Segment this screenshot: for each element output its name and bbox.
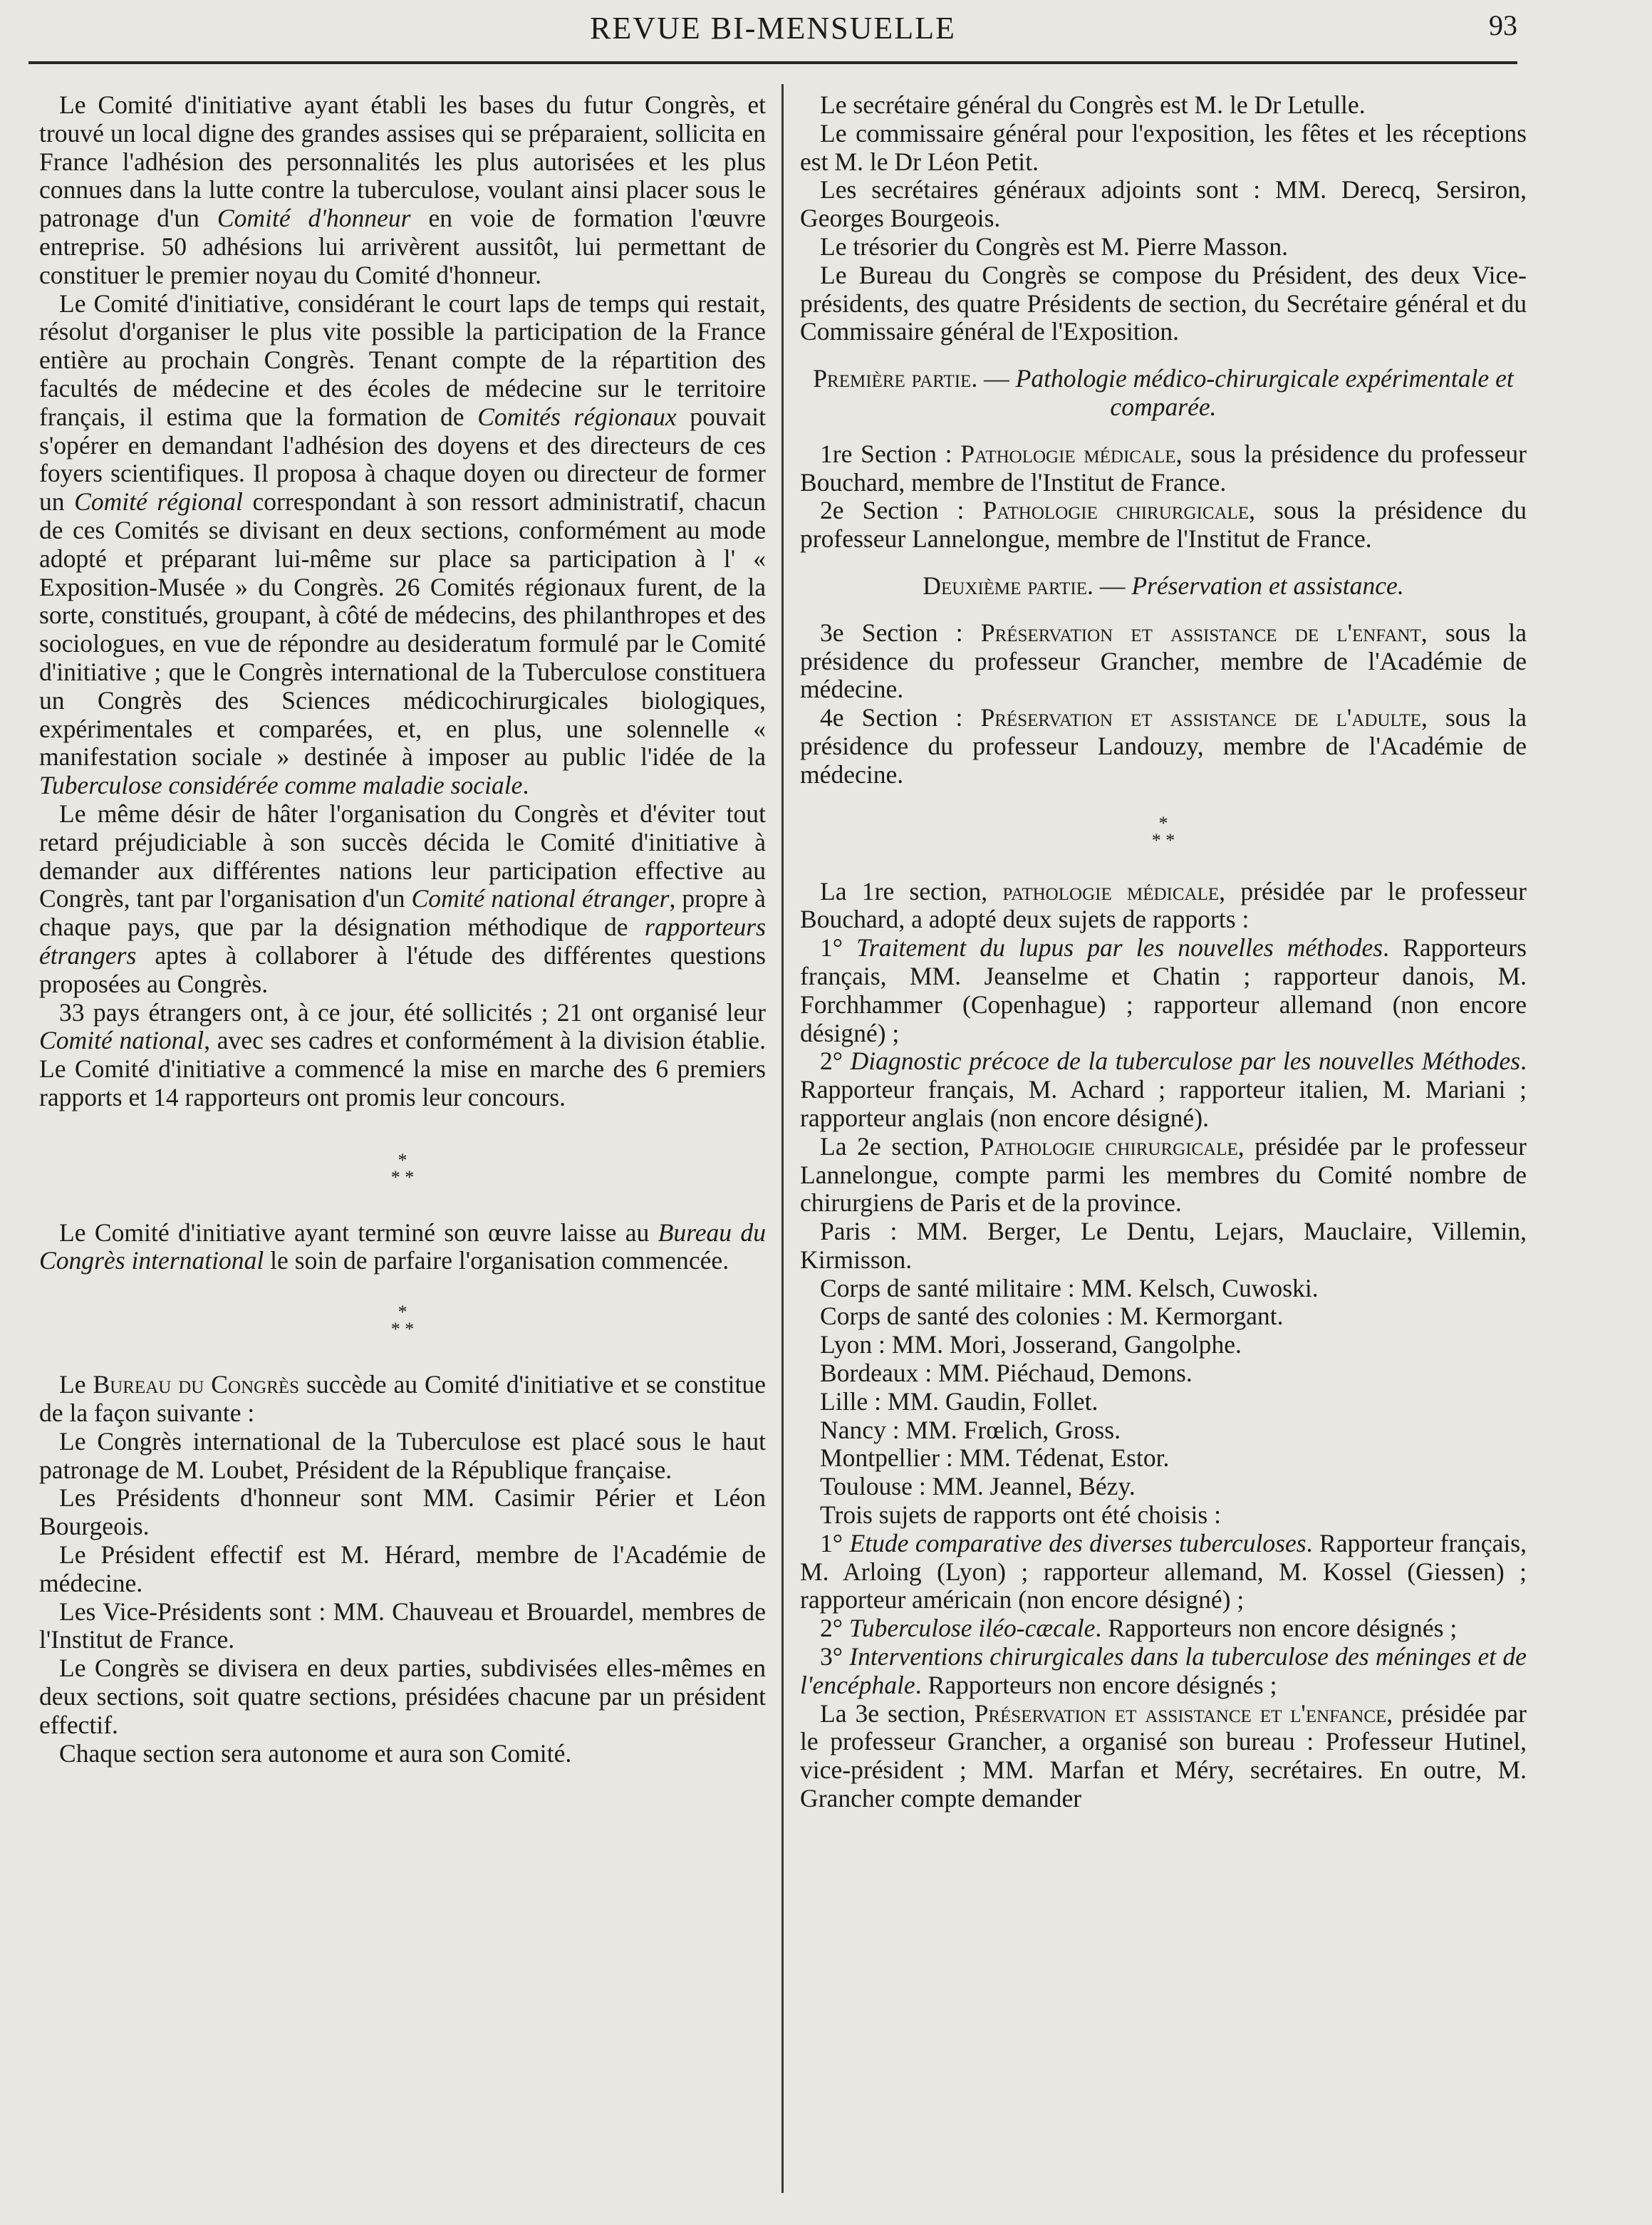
paragraph: 3° Interventions chirurgicales dans la tuberculose des méninges et de l'encéphale. Rapporteurs non encore désignés ;: [800, 1642, 1527, 1699]
journal-title: REVUE BI-MENSUELLE: [590, 11, 956, 46]
part-heading: Deuxième partie. — Préservation et assistance.: [923, 571, 1404, 600]
paragraph: 2° Tuberculose iléo-cæcale. Rapporteurs non encore désignés ;: [820, 1614, 1458, 1643]
paragraph: Le même désir de hâter l'organisation du Congrès et d'éviter tout retard préjudiciable à son succès décida le Comité d'initiative à demander aux différentes nations leur participation effective au Congrès, tant par l'organisation d'un Comité national étranger, propre à chaque pays, que par la désignation méthodique de rapporteurs étrangers aptes à collaborer à l'étude des différentes questions proposées au Congrès.: [39, 799, 766, 998]
paragraph: 1re Section : Pathologie médicale, sous la présidence du professeur Bouchard, membre de l'Institut de France.: [800, 439, 1527, 497]
paragraph: Le Bureau du Congrès succède au Comité d'initiative et se constitue de la façon suivante :: [39, 1370, 766, 1428]
right-column: [800, 91, 1527, 1813]
paragraph: Corps de santé des colonies : M. Kermorgant.: [820, 1302, 1284, 1331]
spacer: [800, 422, 1527, 440]
paragraph: Montpellier : MM. Tédenat, Estor.: [820, 1443, 1170, 1473]
paragraph: Trois sujets de rapports ont été choisis :: [820, 1500, 1221, 1530]
paragraph: Toulouse : MM. Jeannel, Bézy.: [820, 1472, 1136, 1501]
paragraph: Les Présidents d'honneur sont MM. Casimir Périer et Léon Bourgeois.: [39, 1483, 766, 1541]
spacer: [800, 346, 1527, 365]
paragraph: 1° Traitement du lupus par les nouvelles méthodes. Rapporteurs français, MM. Jeanselme et Chatin ; rapporteur danois, M. Forchhammer (Copenhague) ; rapporteur allemand (non encore désigné) ;: [800, 933, 1527, 1047]
paragraph: Le Bureau du Congrès se compose du Président, des deux Vice-présidents, des quatre Présidents de section, du Secrétaire général et du Commissaire général de l'Exposition.: [800, 260, 1527, 346]
paragraph: Le trésorier du Congrès est M. Pierre Masson.: [820, 232, 1289, 261]
paragraph: Corps de santé militaire : MM. Kelsch, Cuwoski.: [820, 1273, 1319, 1302]
page-number: 93: [1489, 9, 1517, 41]
paragraph: 4e Section : Préservation et assistance de l'adulte, sous la présidence du professeur Landouzy, membre de l'Académie de médecine.: [800, 703, 1527, 789]
asterism-separator: * * *: [1151, 812, 1175, 851]
paragraph: Le Congrès se divisera en deux parties, subdivisées elles-mêmes en deux sections, soit quatre sections, présidées chacune par un président effectif.: [39, 1654, 766, 1739]
paragraph: Lille : MM. Gaudin, Follet.: [820, 1386, 1098, 1416]
spacer: [800, 601, 1527, 619]
paragraph: Le Président effectif est M. Hérard, membre de l'Académie de médecine.: [39, 1540, 766, 1597]
paragraph: Le Congrès international de la Tuberculose est placé sous le haut patronage de M. Loubet, Président de la République française.: [39, 1426, 766, 1484]
asterism-separator: * * *: [390, 1302, 415, 1340]
paragraph: 2° Diagnostic précoce de la tuberculose par les nouvelles Méthodes. Rapporteur français, M. Achard ; rapporteur italien, M. Mariani ; rapporteur anglais (non encore désigné).: [800, 1047, 1527, 1132]
paragraph: Les Vice-Présidents sont : MM. Chauveau et Brouardel, membres de l'Institut de France.: [39, 1597, 766, 1654]
paragraph: Lyon : MM. Mori, Josserand, Gangolphe.: [820, 1330, 1242, 1359]
part-heading: Première partie. — Pathologie médico-chirurgicale expérimentale et comparée.: [813, 364, 1514, 421]
paragraph: La 1re section, pathologie médicale, présidée par le professeur Bouchard, a adopté deux sujets de rapports :: [800, 876, 1527, 934]
paragraph: 33 pays étrangers ont, à ce jour, été sollicités ; 21 ont organisé leur Comité national, avec ses cadres et conformément à la division établie. Le Comité d'initiative a commencé la mise en marche des 6 premiers rapports et 14 rapporteurs ont promis leur concours.: [39, 997, 766, 1111]
paragraph: La 2e section, Pathologie chirurgicale, présidée par le professeur Lannelongue, compte parmi les membres du Comité nombre de chirurgiens de Paris et de la province.: [800, 1131, 1527, 1218]
paragraph: Le secrétaire général du Congrès est M. le Dr Letulle.: [820, 90, 1366, 119]
paragraph: Le Comité d'initiative, considérant le court laps de temps qui restait, résolut d'organiser le plus vite possible la participation de la France entière au prochain Congrès. Tenant compte de la répartition des facultés de médecine et des écoles de médecine sur le territoire français, il estima que la formation de Comités régionaux pouvait s'opérer en demandant l'adhésion des doyens et des directeurs de ces foyers scientifiques. Il proposa à chaque doyen ou directeur de former un Comité régional correspondant à son ressort administratif, chacun de ces Comités se divisant en deux sections, conformément au mode adopté et préparant lui-même sur place sa participation à l' « Exposition-Musée » du Congrès. 26 Comités régionaux furent, de la sorte, constitués, groupant, à côté de médecins, des philanthropes et des sociologues, en vue de répondre au desideratum formulé par le Comité d'initiative ; que le Congrès international de la Tuberculose constituera un Congrès des Sciences médicochirurgicales biologiques, expérimentales et comparées, et, en plus, une solennelle « manifestation sociale » destinée à imposer au public l'idée de la Tuberculose considérée comme maladie sociale.: [39, 289, 766, 800]
paragraph: Les secrétaires généraux adjoints sont : MM. Derecq, Sersiron, Georges Bourgeois.: [800, 175, 1527, 233]
paragraph: Paris : MM. Berger, Le Dentu, Lejars, Mauclaire, Villemin, Kirmisson.: [800, 1217, 1527, 1274]
paragraph: Le Comité d'initiative ayant établi les bases du futur Congrès, et trouvé un local digne des grandes assises qui se préparaient, sollicita en France l'adhésion des personnalités les plus autorisées et les plus connues dans la lutte contre la tuberculose, voulant ainsi placer sous le patronage d'un Comité d'honneur en voie de formation l'œuvre entreprise. 50 adhésions lui arrivèrent aussitôt, lui permettant de constituer le premier noyau du Comité d'honneur.: [39, 90, 766, 289]
asterism-separator: * * *: [390, 1149, 415, 1188]
left-column: [39, 91, 766, 1768]
spacer: [800, 554, 1527, 572]
paragraph: Bordeaux : MM. Piéchaud, Demons.: [820, 1359, 1193, 1388]
paragraph: 2e Section : Pathologie chirurgicale, sous la présidence du professeur Lannelongue, membre de l'Institut de France.: [800, 496, 1527, 554]
paragraph: 1° Etude comparative des diverses tuberculoses. Rapporteur français, M. Arloing (Lyon) ; rapporteur allemand, M. Kossel (Giessen) ; rapporteur américain (non encore désigné) ;: [800, 1528, 1527, 1614]
column-divider: [781, 84, 784, 2193]
paragraph: La 3e section, Préservation et assistance et l'enfance, présidée par le professeur Grancher, a organisé son bureau : Professeur Hutinel, vice-président ; MM. Marfan et Méry, secrétaires. En outre, M. Grancher compte demander: [800, 1698, 1527, 1813]
paragraph: 3e Section : Préservation et assistance de l'enfant, sous la présidence du professeur Grancher, membre de l'Académie de médecine.: [800, 618, 1527, 704]
paragraph: Nancy : MM. Frœlich, Gross.: [820, 1415, 1121, 1444]
paragraph: Chaque section sera autonome et aura son Comité.: [59, 1738, 572, 1768]
paragraph: Le commissaire général pour l'exposition, les fêtes et les réceptions est M. le Dr Léon Petit.: [800, 118, 1527, 176]
page-header: [28, 6, 1517, 64]
paragraph: Le Comité d'initiative ayant terminé son œuvre laisse au Bureau du Congrès international le soin de parfaire l'organisation commencée.: [39, 1218, 767, 1275]
